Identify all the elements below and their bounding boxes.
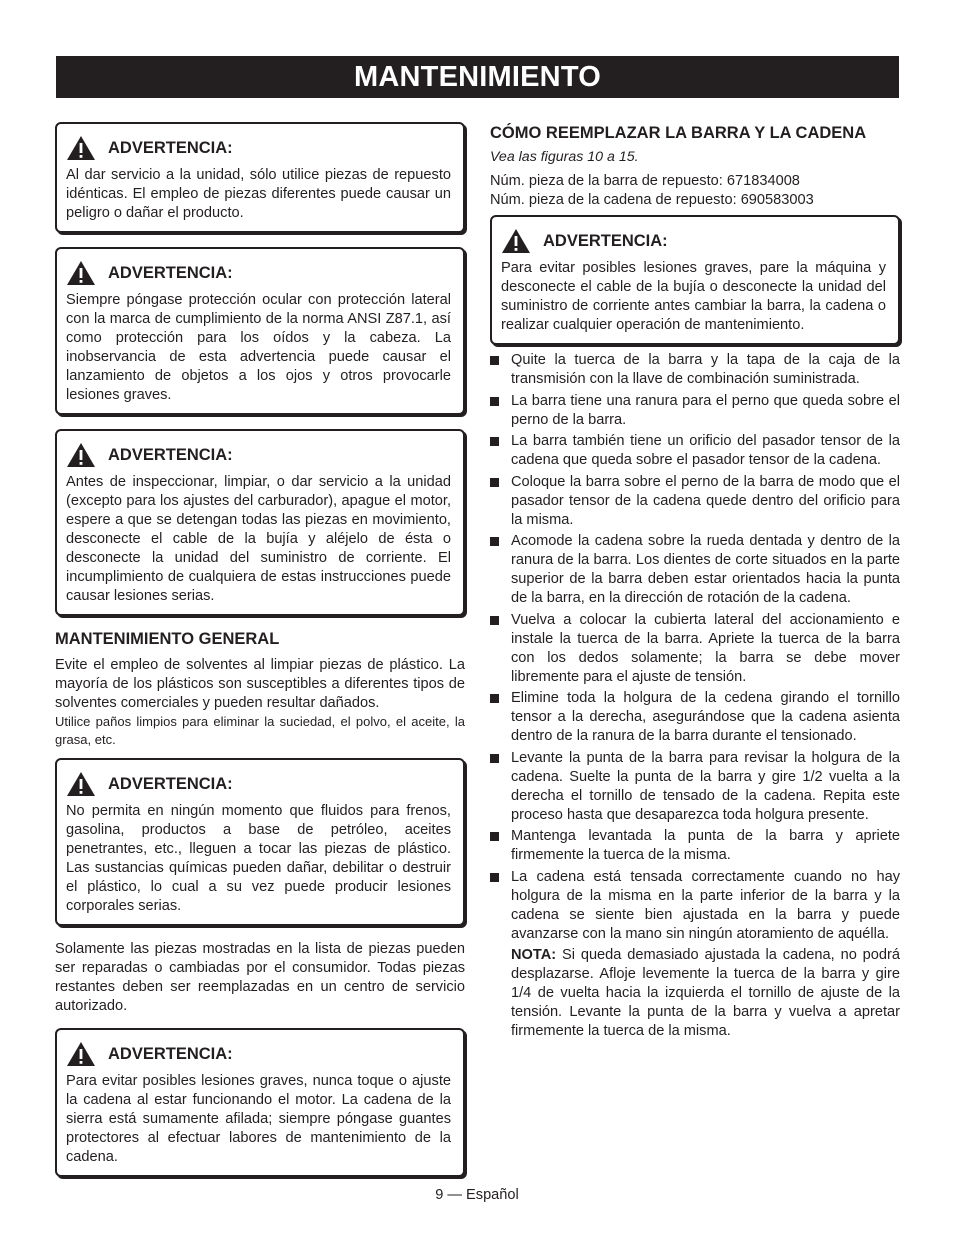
warning-triangle-icon bbox=[66, 260, 96, 286]
warning-title: ADVERTENCIA: bbox=[108, 774, 233, 793]
warning-box-inspection bbox=[55, 429, 465, 616]
warning-text: Para evitar posibles lesiones graves, pare la máquina y desconecte el cable de la bujía o desconecte la unidad del suministro de corriente antes cambiar la barra, la cadena o realizar cualquier operación de mantenimiento. bbox=[501, 260, 886, 333]
steps-list bbox=[490, 351, 900, 944]
bullet-square-icon bbox=[490, 478, 499, 487]
chain-part-number: Núm. pieza de la cadena de repuesto: 690583003 bbox=[490, 192, 814, 208]
warning-title: ADVERTENCIA: bbox=[108, 263, 233, 282]
right-column bbox=[490, 122, 900, 1041]
list-item: Elimine toda la holgura de la cedena girando el tornillo tensor a la derecha, asegurándose que la cadena asienta dentro de la ranura de la barra durante el tensionado. bbox=[490, 689, 900, 746]
general-maintenance-paragraph: Evite el empleo de solventes al limpiar piezas de plástico. La mayoría de los plásticos son susceptibles a diferentes tipos de solventes comerciales y pueden resultar dañados. bbox=[55, 657, 465, 711]
warning-header bbox=[66, 134, 451, 162]
warning-box-chain-contact bbox=[55, 1028, 465, 1177]
warning-triangle-icon bbox=[501, 228, 531, 254]
warning-text: Antes de inspeccionar, limpiar, o dar servicio a la unidad (excepto para los ajustes del carburador), apague el motor, espere a que se detengan todas las piezas en movimiento, desconecte el cable de la bujía y aléjelo de ésta o desconecte la unidad del suministro de corriente. El incumplimiento de cualquiera de estas instrucciones puede causar lesiones serias. bbox=[66, 474, 451, 604]
list-item: Mantenga levantada la punta de la barra y apriete firmemente la tuerca de la misma. bbox=[490, 827, 900, 865]
list-item: Coloque la barra sobre el perno de la barra de modo que el pasador tensor de la cadena quede dentro del orificio para la misma. bbox=[490, 473, 900, 530]
bullet-square-icon bbox=[490, 616, 499, 625]
warning-header bbox=[501, 227, 886, 255]
figures-reference: Vea las figuras 10 a 15. bbox=[490, 149, 639, 165]
page-footer: 9 — Español bbox=[435, 1187, 519, 1203]
warning-header bbox=[66, 441, 451, 469]
general-maintenance-heading: MANTENIMIENTO GENERAL bbox=[55, 630, 280, 648]
page-title: MANTENIMIENTO bbox=[56, 56, 899, 98]
note-paragraph bbox=[490, 946, 900, 1041]
bullet-square-icon bbox=[490, 754, 499, 763]
list-item: Levante la punta de la barra para revisar la holgura de la cadena. Suelte la punta de la barra y gire 1/2 vuelta a la derecha el tornillo de tensado de la cadena. Repita este proceso hasta que desaparezca toda holgura presente. bbox=[490, 749, 900, 825]
bullet-square-icon bbox=[490, 437, 499, 446]
warning-box-chemicals bbox=[55, 758, 465, 926]
list-item: Quite la tuerca de la barra y la tapa de la caja de la transmisión con la llave de combinación suministrada. bbox=[490, 351, 900, 389]
bullet-square-icon bbox=[490, 873, 499, 882]
list-item: La barra también tiene un orificio del pasador tensor de la cadena que queda sobre el pasador tensor de la cadena. bbox=[490, 432, 900, 470]
warning-text: Al dar servicio a la unidad, sólo utilice piezas de repuesto idénticas. El empleo de piezas diferentes puede causar un peligro o dañar el producto. bbox=[66, 167, 451, 221]
warning-title: ADVERTENCIA: bbox=[108, 1044, 233, 1063]
warning-triangle-icon bbox=[66, 135, 96, 161]
warning-box-replacement-parts bbox=[55, 122, 465, 233]
list-item: La barra tiene una ranura para el perno que queda sobre el perno de la barra. bbox=[490, 392, 900, 430]
warning-text: Siempre póngase protección ocular con protección lateral con la marca de cumplimiento de la norma ANSI Z87.1, así como protección para los oídos y la cabeza. La inobservancia de esta advertencia puede causar el lanzamiento de objetos a los ojos y otros provocarle lesiones graves. bbox=[66, 292, 451, 403]
warning-header bbox=[66, 259, 451, 287]
warning-triangle-icon bbox=[66, 1041, 96, 1067]
bullet-square-icon bbox=[490, 537, 499, 546]
list-item: Acomode la cadena sobre la rueda dentada y dentro de la ranura de la barra. Los dientes de corte situados en la parte superior de la barra deben estar orientados hacia la punta de la barra, en la dirección de rotación de la cadena. bbox=[490, 532, 900, 608]
left-column bbox=[55, 122, 465, 1191]
bullet-square-icon bbox=[490, 356, 499, 365]
bar-part-number: Núm. pieza de la barra de repuesto: 671834008 bbox=[490, 173, 800, 189]
warning-title: ADVERTENCIA: bbox=[108, 138, 233, 157]
note-label: NOTA: bbox=[511, 947, 557, 963]
list-item: Vuelva a colocar la cubierta lateral del accionamiento e instale la tuerca de la barra. Apriete la tuerca de la barra con los dedos solamente; la barra se debe mover libremente para el ajuste de tensión. bbox=[490, 611, 900, 687]
warning-header bbox=[66, 1040, 451, 1068]
general-maintenance-cleaning-note: Utilice paños limpios para eliminar la suciedad, el polvo, el aceite, la grasa, etc. bbox=[55, 714, 465, 747]
warning-box-stop-machine bbox=[490, 215, 900, 345]
bullet-square-icon bbox=[490, 397, 499, 406]
warning-triangle-icon bbox=[66, 442, 96, 468]
warning-title: ADVERTENCIA: bbox=[543, 231, 668, 250]
warning-text: Para evitar posibles lesiones graves, nunca toque o ajuste la cadena al estar funcionando el motor. La cadena de la sierra está sumamente afilada; siempre póngase guantes protectores al efectuar labores de mantenimiento de la cadena. bbox=[66, 1073, 451, 1165]
parts-replacement-paragraph: Solamente las piezas mostradas en la lista de piezas pueden ser reparadas o cambiadas por el consumidor. Todas piezas restantes deben ser reemplazadas en un centro de servicio autorizado. bbox=[55, 941, 465, 1014]
warning-box-eye-protection bbox=[55, 247, 465, 415]
warning-text: No permita en ningún momento que fluidos para frenos, gasolina, productos a base de petróleo, aceites penetrantes, etc., lleguen a tocar las piezas de plástico. Las sustancias químicas pueden dañar, debilitar o destruir el plástico, lo cual a su vez puede producir lesiones corporales serias. bbox=[66, 803, 451, 914]
bullet-square-icon bbox=[490, 694, 499, 703]
warning-triangle-icon bbox=[66, 771, 96, 797]
warning-header bbox=[66, 770, 451, 798]
bar-chain-heading: CÓMO REEMPLAZAR LA BARRA Y LA CADENA bbox=[490, 124, 867, 142]
list-item: La cadena está tensada correctamente cuando no hay holgura de la misma en la parte inferior de la barra y la cadena se siente bien ajustada en la barra y puede avanzarse con la mano sin ningún atoramiento de aquélla. bbox=[490, 868, 900, 944]
note-text: Si queda demasiado ajustada la cadena, no podrá desplazarse. Afloje levemente la tuerca de la barra y gire 1/4 de vuelta hacia la izquierda el tornillo de ajuste de la tensión. Levante la punta de la barra y vuelva a apretar firmemente la tuerca de la misma. bbox=[511, 947, 900, 1039]
warning-title: ADVERTENCIA: bbox=[108, 445, 233, 464]
bullet-square-icon bbox=[490, 832, 499, 841]
